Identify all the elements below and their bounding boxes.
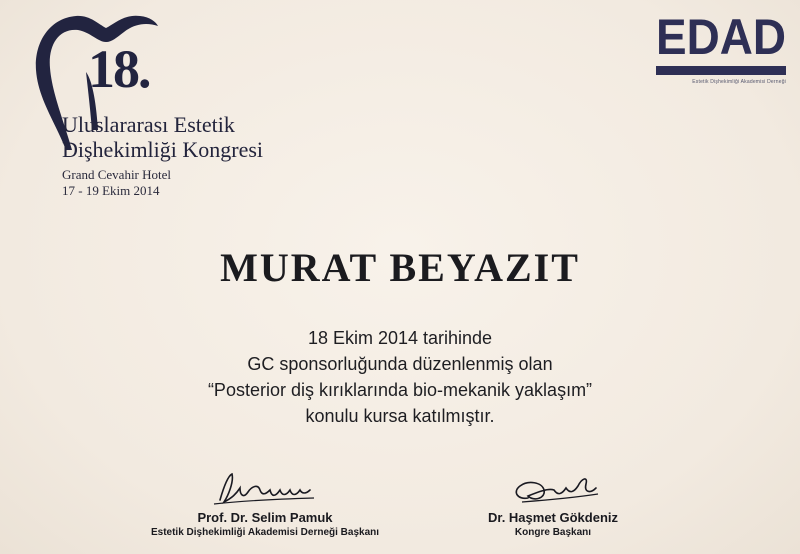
body-line-course-title: “Posterior diş kırıklarında bio-mekanik yaklaşım” bbox=[207, 380, 593, 400]
signature-right-icon bbox=[498, 470, 608, 510]
signatory-right-name: Dr. Haşmet Gökdeniz bbox=[487, 510, 619, 525]
body-line-sponsor: GC sponsorluğunda düzenlenmiş olan bbox=[247, 354, 553, 374]
recipient-name: MURAT BEYAZIT bbox=[220, 245, 580, 290]
body-line-participation: konulu kursa katılmıştır. bbox=[305, 406, 495, 426]
congress-title-line2: Dişhekimliği Kongresi bbox=[62, 137, 264, 162]
signatory-left-name: Prof. Dr. Selim Pamuk bbox=[197, 510, 333, 525]
congress-number: 18. bbox=[88, 39, 150, 99]
signature-left-icon bbox=[210, 468, 320, 510]
congress-title-line1: Uluslararası Estetik bbox=[62, 112, 235, 137]
congress-venue: Grand Cevahir Hotel bbox=[62, 167, 172, 182]
edad-logo bbox=[656, 10, 788, 60]
body-line-date: 18 Ekim 2014 tarihinde bbox=[307, 328, 493, 348]
congress-dates: 17 - 19 Ekim 2014 bbox=[62, 183, 160, 198]
signature-block-right bbox=[438, 470, 668, 539]
congress-venue-block bbox=[62, 167, 171, 199]
edad-tagline: Estetik Dişhekimliği Akademisi Derneği bbox=[692, 79, 786, 85]
signatory-right-title: Kongre Başkanı bbox=[514, 527, 592, 538]
edad-logo-bar bbox=[656, 66, 786, 75]
edad-logo-text: EDAD bbox=[656, 10, 786, 60]
signature-block-left bbox=[120, 468, 410, 539]
certificate-body bbox=[0, 325, 800, 429]
congress-title bbox=[62, 112, 263, 162]
signatory-left-title: Estetik Dişhekimliği Akademisi Derneği Başkanı bbox=[150, 527, 380, 538]
